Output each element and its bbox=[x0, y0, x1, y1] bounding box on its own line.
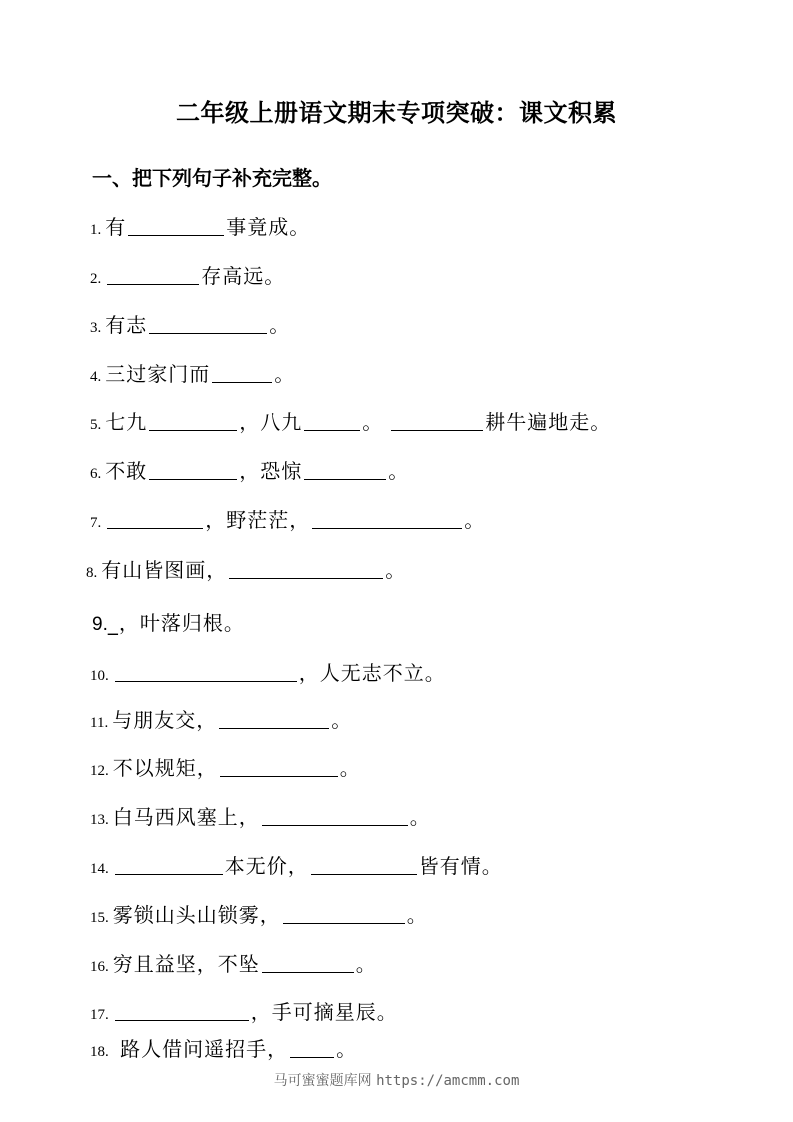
question-number: 14. bbox=[90, 861, 109, 877]
question-text: 有 bbox=[105, 215, 127, 239]
question-16 bbox=[90, 950, 377, 978]
question-text: 穷且益坚，不坠 bbox=[112, 952, 260, 976]
question-number: 4. bbox=[90, 369, 102, 385]
question-8 bbox=[86, 556, 406, 584]
answer-blank[interactable] bbox=[290, 1037, 334, 1058]
question-text: 。 bbox=[336, 1037, 358, 1061]
question-text: 。 bbox=[464, 508, 486, 532]
answer-blank[interactable] bbox=[149, 313, 267, 334]
question-text: ，野茫茫， bbox=[205, 508, 311, 532]
question-17 bbox=[90, 998, 398, 1026]
question-15 bbox=[90, 901, 428, 929]
question-number: 5. bbox=[90, 417, 102, 433]
answer-blank[interactable] bbox=[229, 558, 383, 579]
question-text: ，恐惊 bbox=[239, 459, 303, 483]
question-text: 。 bbox=[274, 362, 296, 386]
question-text: ，人无志不立。 bbox=[298, 661, 446, 685]
question-text: 七九 bbox=[105, 410, 148, 434]
question-number: 7. bbox=[90, 515, 102, 531]
answer-blank[interactable] bbox=[283, 903, 405, 924]
answer-blank[interactable] bbox=[107, 264, 199, 285]
question-3 bbox=[90, 311, 290, 339]
question-text: 路人借问遥招手， bbox=[112, 1037, 289, 1061]
question-number: 2. bbox=[90, 271, 102, 287]
question-text: 。 bbox=[331, 708, 353, 732]
question-number: 9. bbox=[92, 614, 108, 635]
answer-blank[interactable] bbox=[115, 854, 223, 875]
answer-blank[interactable] bbox=[219, 708, 329, 729]
question-1 bbox=[90, 213, 310, 241]
question-text: 皆有情。 bbox=[418, 854, 503, 878]
question-text: 雾锁山头山锁雾， bbox=[112, 903, 281, 927]
question-10 bbox=[90, 659, 446, 687]
answer-blank[interactable] bbox=[115, 1000, 249, 1021]
answer-blank[interactable] bbox=[149, 459, 237, 480]
question-text: 不敢 bbox=[105, 459, 148, 483]
question-text: _，叶落归根。 bbox=[107, 611, 245, 635]
question-text: 存高远。 bbox=[201, 264, 286, 288]
question-text: 。 bbox=[362, 410, 384, 434]
question-text: ，手可摘星辰。 bbox=[250, 1000, 398, 1024]
question-12 bbox=[90, 754, 361, 782]
question-13 bbox=[90, 803, 431, 831]
question-number: 15. bbox=[90, 910, 109, 926]
answer-blank[interactable] bbox=[304, 410, 360, 431]
question-text: 有志 bbox=[105, 313, 148, 337]
question-text: 。 bbox=[355, 952, 377, 976]
page-title: 二年级上册语文期末专项突破：课文积累 bbox=[176, 98, 617, 127]
question-7 bbox=[90, 506, 485, 534]
question-text: 。 bbox=[269, 313, 291, 337]
question-number: 1. bbox=[90, 222, 102, 238]
question-text: 。 bbox=[385, 558, 407, 582]
question-9 bbox=[92, 609, 245, 637]
question-number: 18. bbox=[90, 1044, 109, 1060]
question-text: 。 bbox=[406, 903, 428, 927]
answer-blank[interactable] bbox=[311, 854, 417, 875]
question-text: 事竟成。 bbox=[226, 215, 311, 239]
question-4 bbox=[90, 360, 295, 388]
question-number: 17. bbox=[90, 1007, 109, 1023]
section-heading: 一、把下列句子补充完整。 bbox=[92, 166, 332, 190]
footer-site-name: 马可蜜蜜题库网 bbox=[273, 1073, 372, 1089]
question-text: 耕牛遍地走。 bbox=[485, 410, 612, 434]
question-number: 12. bbox=[90, 763, 109, 779]
answer-blank[interactable] bbox=[312, 508, 462, 529]
question-text: 有山皆图画， bbox=[101, 558, 228, 582]
question-text: 白马西风塞上， bbox=[112, 805, 260, 829]
answer-blank[interactable] bbox=[212, 362, 272, 383]
question-text: ，八九 bbox=[239, 410, 303, 434]
answer-blank[interactable] bbox=[128, 215, 224, 236]
footer bbox=[0, 1070, 793, 1090]
question-number: 8. bbox=[86, 565, 98, 581]
question-18 bbox=[90, 1035, 357, 1063]
question-5 bbox=[90, 408, 611, 436]
answer-blank[interactable] bbox=[220, 756, 338, 777]
question-2 bbox=[90, 262, 285, 290]
answer-blank[interactable] bbox=[262, 952, 354, 973]
question-14 bbox=[90, 852, 503, 880]
answer-blank[interactable] bbox=[304, 459, 386, 480]
question-11 bbox=[90, 706, 352, 734]
question-text: 不以规矩， bbox=[112, 756, 218, 780]
question-text: 。 bbox=[388, 459, 410, 483]
question-text: 。 bbox=[409, 805, 431, 829]
question-number: 11. bbox=[90, 715, 109, 731]
question-text: 三过家门而 bbox=[105, 362, 211, 386]
answer-blank[interactable] bbox=[115, 661, 297, 682]
question-number: 16. bbox=[90, 959, 109, 975]
question-number: 10. bbox=[90, 668, 109, 684]
question-text: 。 bbox=[339, 756, 361, 780]
question-text: 本无价， bbox=[224, 854, 309, 878]
question-6 bbox=[90, 457, 409, 485]
footer-url-link[interactable]: https://amcmm.com bbox=[376, 1073, 520, 1089]
answer-blank[interactable] bbox=[262, 805, 408, 826]
question-number: 13. bbox=[90, 812, 109, 828]
answer-blank[interactable] bbox=[107, 508, 203, 529]
question-number: 6. bbox=[90, 466, 102, 482]
question-number: 3. bbox=[90, 320, 102, 336]
answer-blank[interactable] bbox=[149, 410, 237, 431]
answer-blank[interactable] bbox=[391, 410, 483, 431]
question-text: 与朋友交， bbox=[112, 708, 218, 732]
